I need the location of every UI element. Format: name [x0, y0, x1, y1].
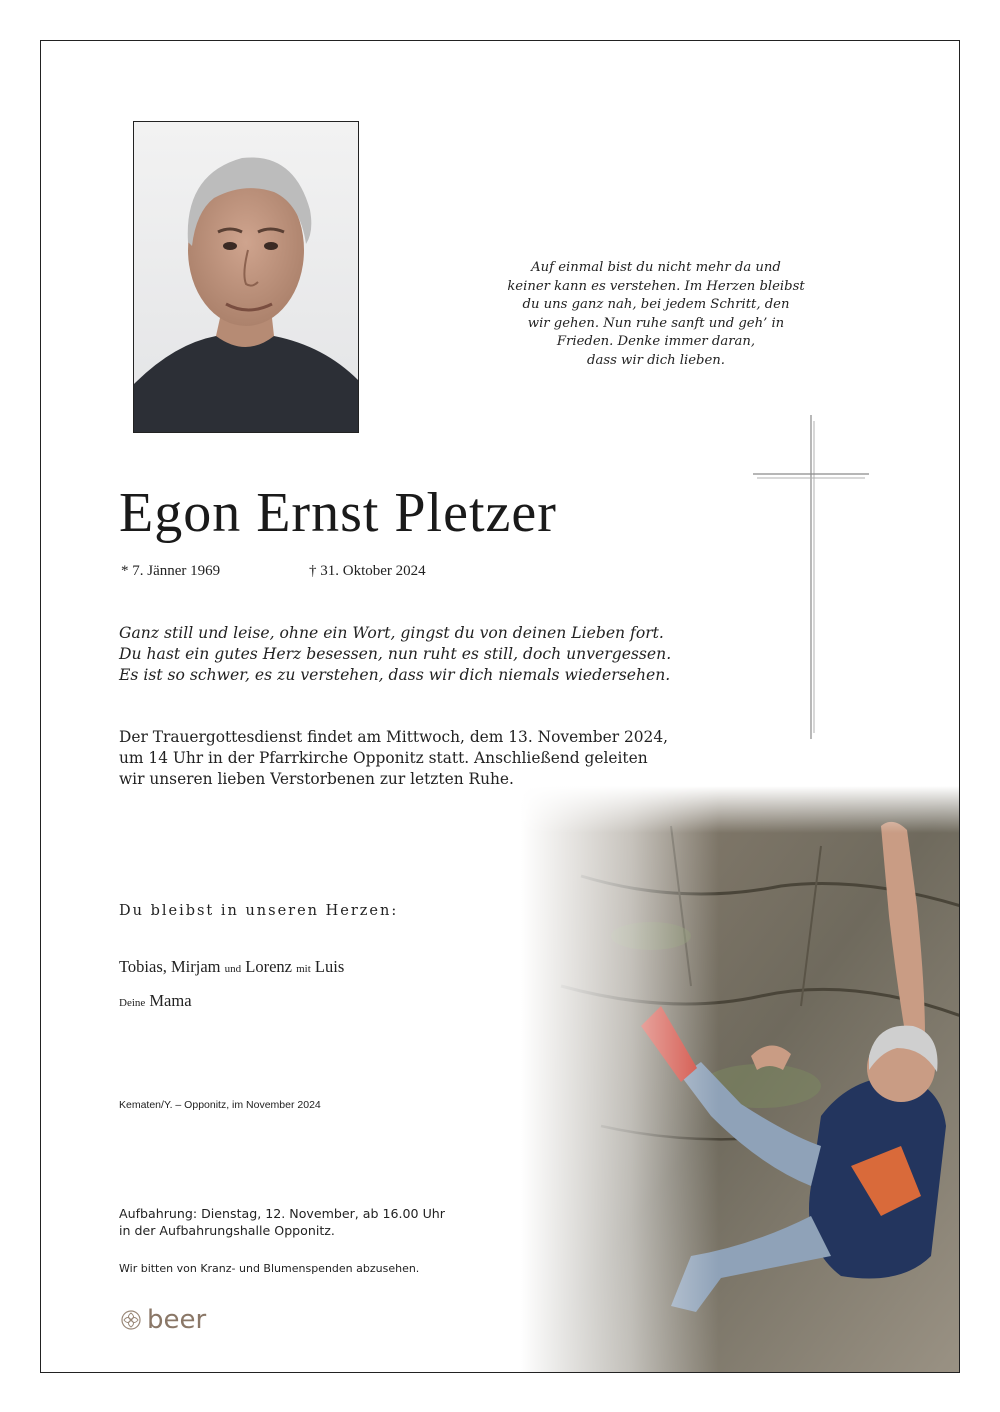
mourner-mirjam: Mirjam [171, 957, 221, 976]
mourners-list [119, 951, 344, 1019]
label-deine: Deine [119, 997, 146, 1009]
portrait-photo [133, 121, 359, 433]
birth-date: * 7. Jänner 1969 [121, 563, 221, 579]
obituary-page [40, 40, 960, 1373]
logo-text: beer [147, 1305, 207, 1335]
verse-main-line: Ganz still und leise, ohne ein Wort, gingst du von deinen Lieben fort. [119, 624, 664, 642]
deceased-name: Egon Ernst Pletzer [119, 482, 557, 544]
verse-top-line: Auf einmal bist du nicht mehr da und [531, 260, 781, 275]
remain-heading: Du bleibst in unseren Herzen: [119, 903, 399, 919]
mourner-mama: Mama [149, 991, 192, 1010]
mourner-tobias: Tobias, [119, 957, 167, 976]
verse-top-line: wir gehen. Nun ruhe sanft und geh’ in [527, 315, 785, 331]
service-line: wir unseren lieben Verstorbenen zur letzten Ruhe. [119, 770, 514, 788]
verse-top-line: keiner kann es verstehen. Im Herzen bleibst [507, 278, 805, 294]
mourners-line-children [119, 951, 344, 985]
mourner-luis: Luis [314, 957, 345, 976]
funeral-service-text [119, 727, 668, 790]
life-dates [121, 563, 426, 580]
service-line: Der Trauergottesdienst findet am Mittwoch, dem 13. November 2024, [119, 728, 669, 746]
mourners-line-mother [119, 985, 344, 1019]
funeral-home-logo [119, 1305, 206, 1335]
lying-in-state-line: Aufbahrung: Dienstag, 12. November, ab 16.00 Uhr [119, 1206, 445, 1221]
flowers-note: Wir bitten von Kranz- und Blumenspenden abzusehen. [119, 1262, 420, 1275]
lying-in-state-line: in der Aufbahrungshalle Opponitz. [119, 1223, 335, 1238]
verse-top-line: dass wir dich lieben. [587, 352, 725, 368]
cross-icon [753, 413, 873, 743]
climbing-photo [521, 786, 960, 1373]
portrait-illustration [134, 122, 358, 432]
rose-icon [119, 1308, 143, 1332]
place-and-date: Kematen/Y. – Opponitz, im November 2024 [119, 1099, 321, 1111]
connector-und: und [224, 963, 242, 975]
verse-main-line: Du hast ein gutes Herz besessen, nun ruht es still, doch unvergessen. [119, 645, 672, 663]
connector-mit: mit [296, 963, 311, 975]
death-date: † 31. Oktober 2024 [309, 563, 426, 579]
verse-top-line: Frieden. Denke immer daran, [556, 334, 756, 349]
mourner-lorenz: Lorenz [245, 957, 292, 976]
verse-top-line: du uns ganz nah, bei jedem Schritt, den [522, 297, 790, 312]
verse-main-line: Es ist so schwer, es zu verstehen, dass wir dich niemals wiedersehen. [119, 666, 671, 684]
verse-main [119, 623, 671, 686]
lying-in-state [119, 1205, 445, 1239]
service-line: um 14 Uhr in der Pfarrkirche Opponitz statt. Anschließend geleiten [119, 749, 648, 767]
verse-top [481, 259, 831, 370]
